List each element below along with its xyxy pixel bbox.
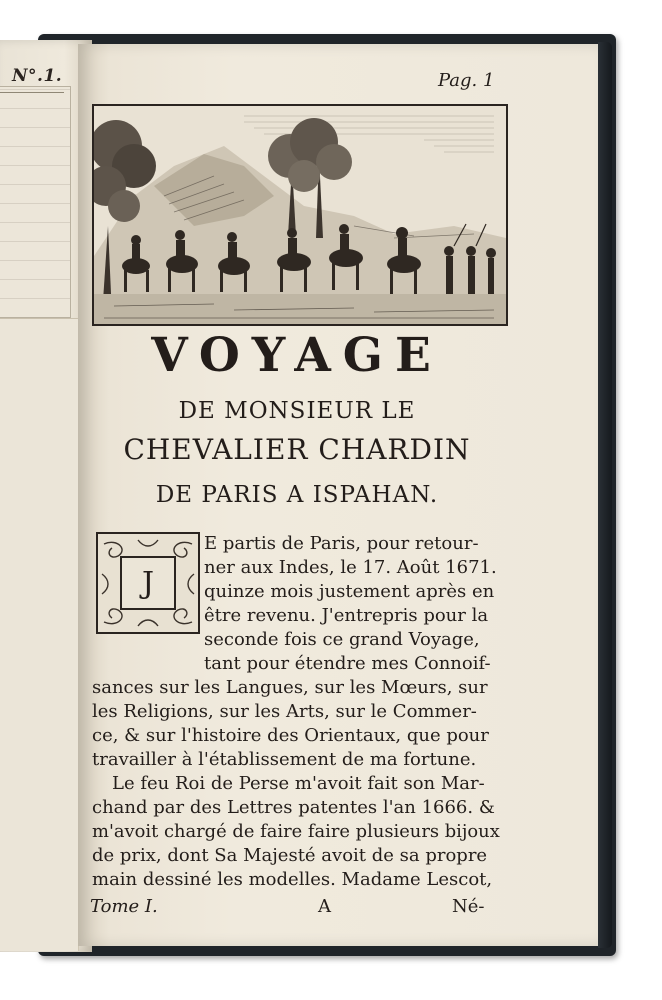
title-de-monsieur: DE MONSIEUR LE [178, 398, 416, 424]
signature-mark: A [318, 896, 331, 917]
text-line: chand par des Lettres patentes l'an 1666. & [92, 797, 495, 818]
text-line: de prix, dont Sa Majesté avoit de sa propre [92, 845, 488, 866]
cover-edge [598, 42, 612, 948]
text-line: main dessiné les modelles. Madame Lescot, [92, 869, 493, 890]
text-line: seconde fois ce grand Voyage, [204, 629, 480, 650]
folded-leaf [0, 318, 79, 951]
text-line: E partis de Paris, pour retour- [204, 533, 479, 554]
title-author-name: CHEVALIER CHARDIN [123, 433, 471, 466]
text-line: m'avoit chargé de faire faire plusieurs bijoux [92, 821, 500, 842]
folded-map-plate [0, 86, 71, 318]
text-line: tant pour étendre mes Connoif- [204, 653, 491, 674]
text-line: Le feu Roi de Perse m'avoit fait son Mar- [112, 773, 485, 794]
catchword: Né- [452, 896, 485, 917]
text-line: ner aux Indes, le 17. Août 1671. [204, 557, 497, 578]
text-line: les Religions, sur les Arts, sur le Commer- [92, 701, 477, 722]
title-voyage: VOYAGE [151, 328, 443, 383]
text-line: être revenu. J'entrepris pour la [204, 605, 489, 626]
page-number: Pag. 1 [438, 70, 495, 91]
text-line: sances sur les Langues, sur les Mœurs, sur [92, 677, 488, 698]
text-line: quinze mois justement après en [204, 581, 495, 602]
plate-number: N°.1. [12, 66, 63, 86]
volume-mark: Tome I. [90, 896, 158, 917]
title-route: DE PARIS A ISPAHAN. [155, 482, 439, 508]
text-line: ce, & sur l'histoire des Orientaux, que pour [92, 725, 489, 746]
plate-rule [0, 92, 64, 93]
decorated-initial [96, 532, 200, 634]
initial-letter: J [120, 556, 176, 610]
text-line: travailler à l'établissement de ma fortune. [92, 749, 477, 770]
headpiece-engraving [92, 104, 508, 326]
